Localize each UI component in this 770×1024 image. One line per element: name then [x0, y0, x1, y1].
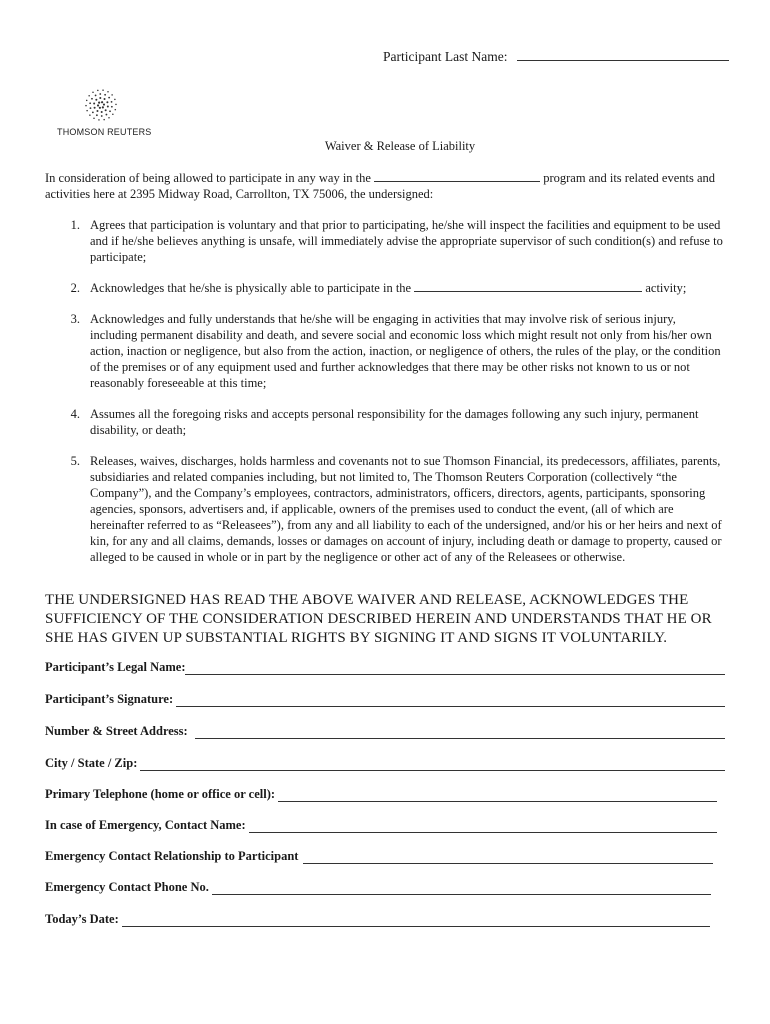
logo-dot	[95, 99, 97, 101]
activity-name-field[interactable]	[414, 280, 642, 292]
emergency-phone-field[interactable]	[212, 882, 711, 895]
logo-dot	[98, 119, 100, 121]
legal-name-field[interactable]	[185, 662, 725, 675]
logo-dot	[86, 110, 88, 112]
todays-date-field[interactable]	[122, 914, 710, 927]
list-item	[45, 453, 725, 565]
logo-dot	[99, 97, 101, 99]
emergency-contact-name-row	[45, 818, 725, 833]
item-number: 5.	[70, 454, 80, 468]
emergency-phone-row	[45, 880, 725, 895]
document-title: Waiver & Release of Liability	[324, 139, 476, 153]
logo-dot	[102, 89, 104, 91]
item-text: Agrees that participation is voluntary and that prior to participating, he/she will inspect the facilities and equipment to be used and if he/she believes anything is unsafe, will immediately advise the appropriate supervisor of such condition(s) and refuse to participate;	[90, 218, 723, 264]
signature-label: Participant’s Signature:	[45, 692, 174, 706]
logo-dot	[115, 104, 117, 106]
logo-text: THOMSON REUTERS	[57, 127, 152, 137]
item-text: Assumes all the foregoing risks and accepts personal responsibility for the damages following any such injury, permanent disability, or death;	[90, 407, 699, 437]
logo-dot	[104, 94, 106, 96]
terms-list	[45, 217, 725, 580]
thomson-reuters-logo-icon	[84, 88, 118, 122]
logo-dot	[97, 104, 99, 106]
logo-dot	[111, 101, 113, 103]
list-item	[45, 217, 725, 265]
logo-dot	[95, 95, 97, 97]
logo-dot	[101, 111, 103, 113]
logo-dot	[112, 113, 114, 115]
logo-dot	[88, 95, 90, 97]
emergency-relationship-row	[45, 849, 725, 864]
primary-telephone-field[interactable]	[278, 789, 717, 802]
logo-dot	[111, 106, 113, 108]
logo-dot	[93, 118, 95, 120]
todays-date-label: Today’s Date:	[45, 912, 119, 926]
item-text-part2: activity;	[645, 281, 687, 295]
list-item	[45, 311, 725, 391]
logo-dot	[106, 114, 108, 116]
todays-date-row	[45, 912, 725, 927]
logo-dot	[115, 109, 117, 111]
logo-dot	[104, 98, 106, 100]
primary-telephone-label: Primary Telephone (home or office or cell):	[45, 787, 276, 801]
emergency-contact-name-field[interactable]	[249, 820, 717, 833]
logo-dot	[108, 97, 110, 99]
logo-dot	[101, 101, 103, 103]
city-state-zip-field[interactable]	[140, 758, 725, 771]
item-text: Acknowledges and fully understands that he/she will be engaging in activities that may involve risk of serious injury, including permanent disability and death, and severe social and economic loss which might result not only from his/her own action, inaction or negligence, but also from the action, inaction, or negligence of others, the rules of the play, or the condition of the premises or of any equipment used and further acknowledges that there may be other risks not known to us or not reasonably foreseeable at this time;	[90, 312, 721, 390]
item-text	[90, 280, 725, 296]
logo-dot	[99, 107, 101, 109]
item-number: 1.	[70, 218, 80, 232]
item-number: 4.	[70, 407, 80, 421]
list-item	[45, 406, 725, 438]
signature-field[interactable]	[176, 694, 725, 707]
logo-dot	[107, 91, 109, 93]
logo-dot	[86, 100, 88, 102]
logo-dot	[93, 103, 95, 105]
city-state-zip-row	[45, 756, 725, 771]
logo-dot	[108, 117, 110, 119]
logo-dot	[111, 94, 113, 96]
logo-dot	[107, 105, 109, 107]
logo-dot	[114, 99, 116, 101]
logo-dot	[97, 90, 99, 92]
logo-dot	[103, 119, 105, 121]
logo-dot	[90, 107, 92, 109]
item-text-part1: Acknowledges that he/she is physically able to participate in the	[90, 281, 412, 295]
program-name-field[interactable]	[374, 170, 540, 182]
emergency-relationship-label: Emergency Contact Relationship to Participant	[45, 849, 299, 863]
legal-name-label: Participant’s Legal Name:	[45, 660, 186, 674]
city-state-zip-label: City / State / Zip:	[45, 756, 138, 770]
logo-dot	[85, 105, 87, 107]
logo-dot	[91, 98, 93, 100]
street-address-row	[45, 724, 725, 739]
logo-dot	[94, 107, 96, 109]
logo-dot	[109, 110, 111, 112]
item-number: 3.	[70, 312, 80, 326]
logo-dot	[96, 114, 98, 116]
primary-telephone-row	[45, 787, 725, 802]
logo-dot	[99, 93, 101, 95]
intro-paragraph	[45, 170, 725, 202]
logo-dot	[105, 109, 107, 111]
participant-last-name-field[interactable]	[517, 48, 729, 61]
participant-last-name-header	[383, 48, 729, 65]
logo-dot	[96, 110, 98, 112]
item-text: Releases, waives, discharges, holds harmless and covenants not to sue Thomson Financial, its predecessors, affiliates, parents, subsidiaries and related companies including, but not limited to, The Thomson Reuters Corporation (collectively “the Company”), and the Company’s employees, contractors, administrators, officers, directors, agents, participants, sponsoring agencies, sponsors, advertisers and, if applicable, owners of the premises used to conduct the event, (all of which are hereinafter referred to as “Releasees”), from any and all liability to each of the undersigned, and/or his or her heirs and next of kin, for any and all claims, demands, losses or damages on account of injury, including death or damage to property, caused or alleged to be caused in whole or in part by the negligence or other act of any of the Releasees or otherwise.	[90, 454, 722, 564]
logo-dot	[89, 114, 91, 116]
item-number: 2.	[70, 281, 80, 295]
intro-text-part1: In consideration of being allowed to participate in any way in the	[45, 171, 371, 185]
logo-dot	[103, 103, 105, 105]
emergency-contact-name-label: In case of Emergency, Contact Name:	[45, 818, 246, 832]
street-address-label: Number & Street Address:	[45, 724, 188, 738]
emergency-relationship-field[interactable]	[303, 851, 713, 864]
street-address-field[interactable]	[195, 726, 725, 739]
legal-name-row	[45, 660, 725, 675]
logo-dot	[92, 112, 94, 114]
participant-last-name-label: Participant Last Name:	[383, 49, 508, 64]
logo-dot	[101, 115, 103, 117]
signature-row	[45, 692, 725, 707]
list-item	[45, 280, 725, 296]
emergency-phone-label: Emergency Contact Phone No.	[45, 880, 209, 894]
logo-dot	[98, 102, 100, 104]
intro-text-part2: program and its related events and activities here at 2395 Midway Road, Carrollton, TX 75006, the undersigned:	[45, 171, 716, 201]
acknowledgement-statement: THE UNDERSIGNED HAS READ THE ABOVE WAIVER AND RELEASE, ACKNOWLEDGES THE SUFFICIENCY OF THE CONSIDERATION DESCRIBED HEREIN AND UNDERSTANDS THAT HE OR SHE HAS GIVEN UP SUBSTANTIAL RIGHTS BY SIGNING IT AND SIGNS IT VOLUNTARILY.	[45, 592, 712, 646]
logo-dot	[92, 92, 94, 94]
logo-dot	[106, 101, 108, 103]
logo-dot	[102, 106, 104, 108]
logo-dot	[89, 102, 91, 104]
